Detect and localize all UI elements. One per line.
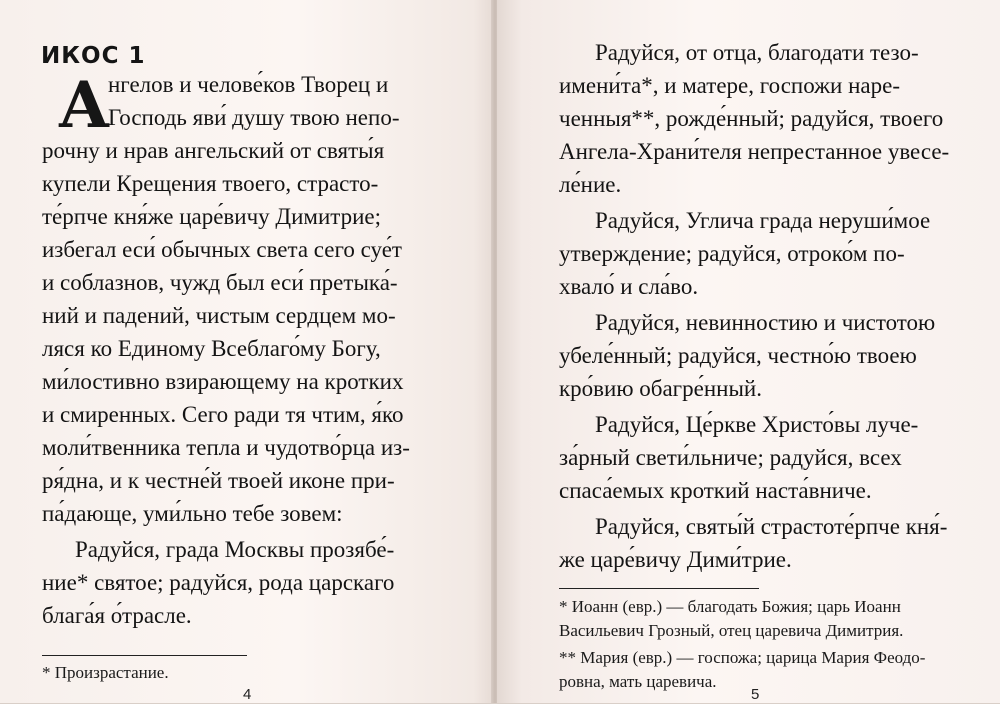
text-line: нгелов и челове́ков Творец и [108, 72, 389, 97]
text-line: моли́твенника тепла и чудотво́рца из- [42, 435, 410, 460]
text-line: убеле́нный; радуйся, честно́ю твоею [559, 343, 917, 368]
text-line: блага́я о́трасле. [42, 603, 192, 628]
footnote-text: Васильевич Грозный, отец царевича Димитрия. [559, 621, 904, 640]
text-line: Господь яви́ душу твою непо- [108, 105, 400, 130]
page-number: 4 [243, 686, 252, 703]
footnote-rule [559, 588, 759, 589]
text-line: Радуйся, от отца, благодати тезо- [595, 40, 919, 65]
text-line: ние* святое; радуйся, рода царскаго [42, 570, 395, 595]
text-line: Радуйся, Це́ркве Христо́вы луче- [595, 412, 919, 437]
text-line: те́рпче кня́же царе́вичу Димитрие; [42, 204, 382, 229]
ikos-heading: ИКОС 1 [41, 43, 146, 69]
text-line: Радуйся, невинностию и чистотою [595, 310, 936, 335]
text-line: рочну и нрав ангельский от святы́я [42, 138, 385, 163]
text-line: ченныя**, рожде́нный; радуйся, твоего [559, 106, 944, 131]
text-line: ляся ко Единому Всеблаго́му Богу, [42, 336, 381, 361]
text-line: Ангела-Храни́теля непрестанное увесе- [559, 139, 950, 164]
footnote-text: ** Мария (евр.) — госпожа; царица Мария Феодо- [559, 648, 926, 667]
text-line: избегал еси́ обычных света сего суе́т [42, 237, 402, 262]
page-number: 5 [751, 686, 760, 703]
text-line: купели Крещения твоего, страсто- [42, 171, 379, 196]
text-line: утверждение; радуйся, отроко́м по- [559, 241, 905, 266]
text-line: же царе́вичу Дими́трие. [559, 547, 792, 572]
drop-cap-letter: А [58, 68, 111, 143]
footnote-text: ровна, мать царевича. [559, 672, 717, 691]
text-line: кро́вию обагре́нный. [559, 376, 762, 401]
text-line: Радуйся, святы́й страстоте́рпче кня́- [595, 514, 948, 539]
text-line: ний и падений, чистым сердцем мо- [42, 303, 396, 328]
left-page [0, 0, 493, 703]
text-line: и соблазнов, чужд был еси́ претыка́- [42, 270, 398, 295]
text-line: ле́ние. [559, 172, 622, 197]
right-page [497, 0, 1000, 703]
text-line: Радуйся, града Москвы прозябе́- [75, 537, 395, 562]
footnote-text: * Иоанн (евр.) — благодать Божия; царь Иоанн [559, 597, 901, 616]
text-line: хвало́ и сла́во. [559, 274, 699, 299]
text-line: за́рный свети́льниче; радуйся, всех [559, 445, 902, 470]
text-line: Радуйся, Углича града неруши́мое [595, 208, 931, 233]
footnote-text: * Произрастание. [42, 663, 169, 682]
text-line: спаса́емых кроткий наста́вниче. [559, 478, 872, 503]
text-line: и смиренных. Сего ради тя чтим, я́ко [42, 402, 404, 427]
text-line: имени́та*, и матере, госпожи наре- [559, 73, 900, 98]
text-line: па́дающе, уми́льно тебе зовем: [42, 501, 343, 526]
text-line: ря́дна, и к честне́й твоей иконе при- [42, 468, 395, 493]
text-line: ми́лостивно взирающему на кротких [42, 369, 404, 394]
footnote-rule [42, 655, 247, 656]
